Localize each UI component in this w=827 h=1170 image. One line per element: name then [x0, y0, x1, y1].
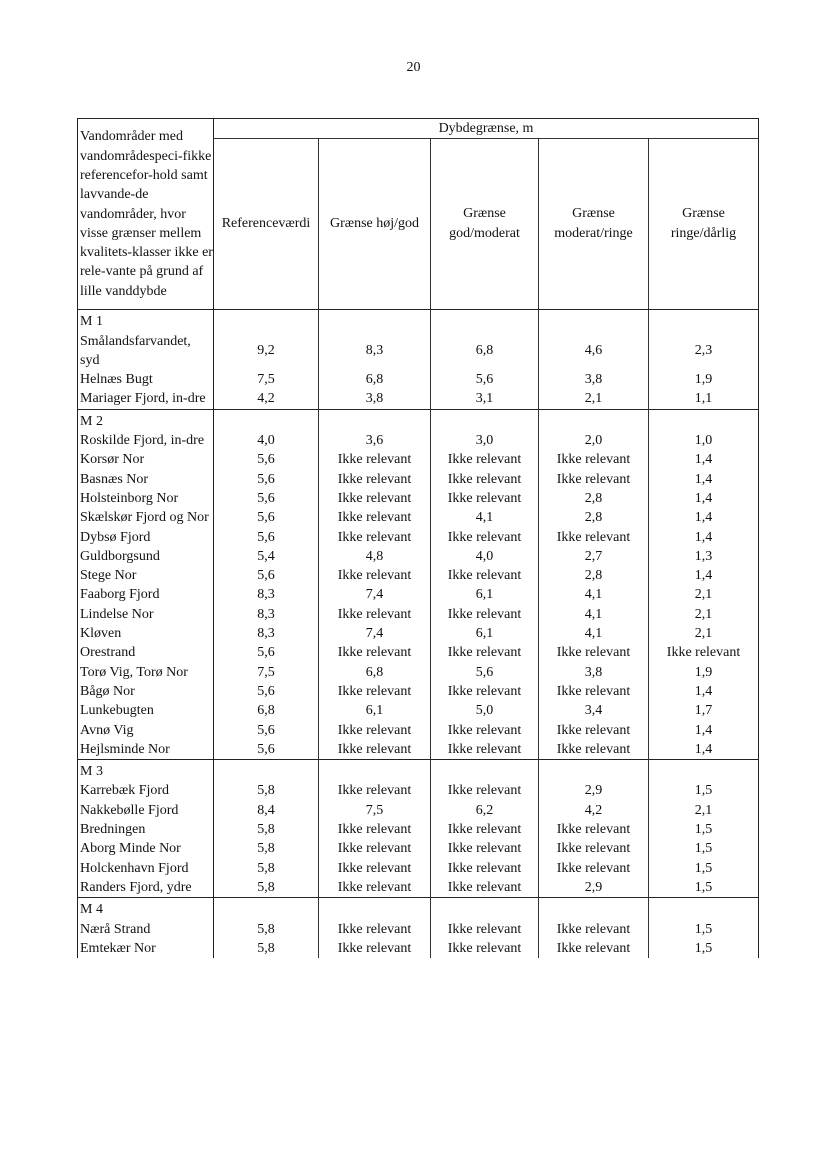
group-empty-cell: [649, 310, 759, 332]
table-row: [78, 663, 759, 682]
value-cell: Ikke relevant: [431, 489, 539, 508]
value-cell: 6,8: [214, 701, 319, 720]
waterbody-name: Stege Nor: [78, 566, 214, 585]
value-cell: 1,1: [649, 389, 759, 409]
value-cell: 5,8: [214, 920, 319, 939]
value-cell: 8,3: [214, 605, 319, 624]
value-cell: 3,4: [539, 701, 649, 720]
value-cell: Ikke relevant: [319, 721, 431, 740]
group-label: M 4: [78, 898, 214, 920]
waterbody-name: Smålandsfarvandet, syd: [78, 332, 214, 371]
group-empty-cell: [649, 898, 759, 920]
table-row: [78, 624, 759, 643]
table-row: [78, 370, 759, 389]
value-cell: Ikke relevant: [431, 682, 539, 701]
value-cell: 5,6: [214, 470, 319, 489]
value-cell: 7,5: [214, 663, 319, 682]
value-cell: 4,1: [539, 605, 649, 624]
value-cell: Ikke relevant: [431, 939, 539, 958]
value-cell: 5,6: [214, 740, 319, 760]
value-cell: 5,6: [214, 450, 319, 469]
value-cell: 2,7: [539, 547, 649, 566]
group-empty-cell: [214, 898, 319, 920]
group-empty-cell: [431, 760, 539, 782]
value-cell: Ikke relevant: [539, 470, 649, 489]
value-cell: 4,1: [431, 508, 539, 527]
value-cell: Ikke relevant: [431, 920, 539, 939]
value-cell: Ikke relevant: [431, 740, 539, 760]
header-reference-value: Referenceværdi: [214, 139, 319, 310]
value-cell: 7,4: [319, 585, 431, 604]
value-cell: 5,6: [214, 643, 319, 662]
table-row: [78, 701, 759, 720]
waterbody-name: Basnæs Nor: [78, 470, 214, 489]
value-cell: Ikke relevant: [319, 528, 431, 547]
value-cell: 9,2: [214, 332, 319, 371]
value-cell: 6,1: [319, 701, 431, 720]
value-cell: Ikke relevant: [431, 859, 539, 878]
value-cell: 1,5: [649, 781, 759, 800]
value-cell: Ikke relevant: [431, 470, 539, 489]
table-body: [78, 310, 759, 958]
waterbody-name: Lindelse Nor: [78, 605, 214, 624]
value-cell: 5,8: [214, 859, 319, 878]
value-cell: 5,8: [214, 781, 319, 800]
value-cell: Ikke relevant: [319, 878, 431, 898]
value-cell: Ikke relevant: [319, 859, 431, 878]
value-cell: Ikke relevant: [539, 721, 649, 740]
value-cell: 1,9: [649, 370, 759, 389]
value-cell: 1,0: [649, 431, 759, 450]
value-cell: 1,5: [649, 878, 759, 898]
value-cell: 2,1: [649, 624, 759, 643]
value-cell: 3,8: [539, 370, 649, 389]
group-empty-cell: [319, 310, 431, 332]
value-cell: 5,6: [214, 721, 319, 740]
table-row: [78, 820, 759, 839]
value-cell: Ikke relevant: [431, 781, 539, 800]
group-empty-cell: [214, 760, 319, 782]
waterbody-name: Holsteinborg Nor: [78, 489, 214, 508]
value-cell: 4,2: [539, 801, 649, 820]
page-number: 20: [406, 60, 421, 75]
value-cell: Ikke relevant: [431, 839, 539, 858]
value-cell: 1,9: [649, 663, 759, 682]
value-cell: 6,8: [431, 332, 539, 371]
table-row: [78, 740, 759, 760]
value-cell: 7,4: [319, 624, 431, 643]
table-row: [78, 585, 759, 604]
value-cell: 1,4: [649, 528, 759, 547]
value-cell: Ikke relevant: [431, 528, 539, 547]
table-row: [78, 939, 759, 958]
value-cell: Ikke relevant: [539, 740, 649, 760]
waterbody-name: Holckenhavn Fjord: [78, 859, 214, 878]
value-cell: Ikke relevant: [539, 920, 649, 939]
value-cell: 5,6: [214, 528, 319, 547]
value-cell: 5,6: [431, 370, 539, 389]
waterbody-name: Lunkebugten: [78, 701, 214, 720]
value-cell: 8,3: [214, 624, 319, 643]
table-row: [78, 332, 759, 371]
value-cell: 1,3: [649, 547, 759, 566]
value-cell: 5,8: [214, 839, 319, 858]
value-cell: Ikke relevant: [539, 682, 649, 701]
value-cell: Ikke relevant: [649, 643, 759, 662]
table-row: [78, 859, 759, 878]
table-row: [78, 489, 759, 508]
value-cell: 3,8: [539, 663, 649, 682]
value-cell: 1,5: [649, 920, 759, 939]
header-depth-limit: Dybdegrænse, m: [214, 119, 759, 139]
value-cell: 1,5: [649, 939, 759, 958]
value-cell: 2,8: [539, 508, 649, 527]
table-row: [78, 450, 759, 469]
group-empty-cell: [539, 310, 649, 332]
table-row: [78, 528, 759, 547]
value-cell: 2,1: [649, 605, 759, 624]
group-empty-cell: [431, 310, 539, 332]
value-cell: Ikke relevant: [539, 839, 649, 858]
value-cell: Ikke relevant: [319, 508, 431, 527]
waterbody-name: Roskilde Fjord, in-dre: [78, 431, 214, 450]
value-cell: Ikke relevant: [319, 781, 431, 800]
value-cell: Ikke relevant: [431, 450, 539, 469]
value-cell: 1,4: [649, 682, 759, 701]
value-cell: Ikke relevant: [319, 643, 431, 662]
value-cell: Ikke relevant: [539, 450, 649, 469]
value-cell: 2,9: [539, 878, 649, 898]
group-empty-cell: [431, 898, 539, 920]
value-cell: Ikke relevant: [431, 721, 539, 740]
waterbody-name: Karrebæk Fjord: [78, 781, 214, 800]
waterbody-name: Hejlsminde Nor: [78, 740, 214, 760]
value-cell: 8,3: [214, 585, 319, 604]
group-empty-cell: [319, 409, 431, 431]
value-cell: 3,0: [431, 431, 539, 450]
value-cell: Ikke relevant: [319, 939, 431, 958]
table-row: [78, 682, 759, 701]
value-cell: 5,6: [214, 489, 319, 508]
value-cell: 5,6: [431, 663, 539, 682]
waterbody-name: Nakkebølle Fjord: [78, 801, 214, 820]
value-cell: Ikke relevant: [539, 528, 649, 547]
value-cell: 1,4: [649, 450, 759, 469]
value-cell: Ikke relevant: [319, 489, 431, 508]
waterbody-name: Faaborg Fjord: [78, 585, 214, 604]
table-row: [78, 721, 759, 740]
group-empty-cell: [539, 409, 649, 431]
waterbody-name: Orestrand: [78, 643, 214, 662]
group-empty-cell: [214, 409, 319, 431]
value-cell: Ikke relevant: [539, 643, 649, 662]
value-cell: 1,5: [649, 859, 759, 878]
value-cell: 1,7: [649, 701, 759, 720]
header-limit-moderate-poor: Grænse moderat/ringe: [539, 139, 649, 310]
value-cell: 1,4: [649, 508, 759, 527]
table-row: [78, 431, 759, 450]
value-cell: 6,8: [319, 663, 431, 682]
value-cell: 1,4: [649, 740, 759, 760]
value-cell: Ikke relevant: [319, 566, 431, 585]
value-cell: 8,4: [214, 801, 319, 820]
value-cell: 6,1: [431, 624, 539, 643]
waterbody-name: Mariager Fjord, in-dre: [78, 389, 214, 409]
value-cell: 2,9: [539, 781, 649, 800]
value-cell: 4,2: [214, 389, 319, 409]
value-cell: 6,2: [431, 801, 539, 820]
value-cell: Ikke relevant: [319, 820, 431, 839]
table-row: [78, 547, 759, 566]
group-label: M 1: [78, 310, 214, 332]
value-cell: 2,1: [649, 801, 759, 820]
value-cell: Ikke relevant: [431, 643, 539, 662]
value-cell: Ikke relevant: [431, 878, 539, 898]
group-empty-cell: [649, 409, 759, 431]
value-cell: 4,6: [539, 332, 649, 371]
value-cell: 3,6: [319, 431, 431, 450]
value-cell: 7,5: [319, 801, 431, 820]
header-limit-good-moderate: Grænse god/moderat: [431, 139, 539, 310]
value-cell: 1,5: [649, 820, 759, 839]
value-cell: Ikke relevant: [319, 470, 431, 489]
value-cell: 5,8: [214, 939, 319, 958]
value-cell: 4,0: [214, 431, 319, 450]
group-label: M 2: [78, 409, 214, 431]
waterbody-name: Aborg Minde Nor: [78, 839, 214, 858]
table-row: [78, 801, 759, 820]
value-cell: 1,4: [649, 489, 759, 508]
value-cell: 8,3: [319, 332, 431, 371]
header-row-top: [78, 119, 759, 139]
group-row: [78, 898, 759, 920]
waterbody-name: Helnæs Bugt: [78, 370, 214, 389]
value-cell: 5,6: [214, 508, 319, 527]
group-row: [78, 409, 759, 431]
waterbody-name: Bredningen: [78, 820, 214, 839]
group-label: M 3: [78, 760, 214, 782]
group-empty-cell: [431, 409, 539, 431]
waterbody-name: Nærå Strand: [78, 920, 214, 939]
value-cell: Ikke relevant: [319, 605, 431, 624]
table-row: [78, 920, 759, 939]
table-row: [78, 643, 759, 662]
group-empty-cell: [649, 760, 759, 782]
group-empty-cell: [319, 898, 431, 920]
value-cell: 1,4: [649, 721, 759, 740]
value-cell: 2,8: [539, 489, 649, 508]
value-cell: Ikke relevant: [431, 566, 539, 585]
group-row: [78, 760, 759, 782]
value-cell: 4,8: [319, 547, 431, 566]
value-cell: Ikke relevant: [431, 820, 539, 839]
header-limit-high-good: Grænse høj/god: [319, 139, 431, 310]
waterbody-name: Korsør Nor: [78, 450, 214, 469]
value-cell: 6,1: [431, 585, 539, 604]
waterbody-name: Skælskør Fjord og Nor: [78, 508, 214, 527]
value-cell: 5,8: [214, 820, 319, 839]
value-cell: 5,0: [431, 701, 539, 720]
value-cell: Ikke relevant: [539, 939, 649, 958]
value-cell: 7,5: [214, 370, 319, 389]
waterbody-name: Avnø Vig: [78, 721, 214, 740]
value-cell: Ikke relevant: [319, 839, 431, 858]
header-waterbody: Vandområder med vandområdespeci-fikke referencefor-hold samt lavvande-de vandområder, hvor visse grænser mellem kvalitets-klasser ikke er rele-vante på grund af lille vanddybde: [78, 119, 214, 310]
waterbody-name: Kløven: [78, 624, 214, 643]
value-cell: 2,1: [539, 389, 649, 409]
value-cell: Ikke relevant: [319, 740, 431, 760]
value-cell: 1,5: [649, 839, 759, 858]
table-row: [78, 566, 759, 585]
value-cell: 2,3: [649, 332, 759, 371]
value-cell: Ikke relevant: [319, 450, 431, 469]
waterbody-name: Bågø Nor: [78, 682, 214, 701]
waterbody-name: Randers Fjord, ydre: [78, 878, 214, 898]
value-cell: Ikke relevant: [539, 859, 649, 878]
value-cell: 3,8: [319, 389, 431, 409]
group-empty-cell: [539, 898, 649, 920]
table-row: [78, 508, 759, 527]
value-cell: 4,0: [431, 547, 539, 566]
group-row: [78, 310, 759, 332]
waterbody-name: Dybsø Fjord: [78, 528, 214, 547]
table-row: [78, 839, 759, 858]
waterbody-name: Torø Vig, Torø Nor: [78, 663, 214, 682]
value-cell: 2,8: [539, 566, 649, 585]
depth-limit-table: [77, 118, 759, 958]
table-row: [78, 878, 759, 898]
table-row: [78, 470, 759, 489]
table-row: [78, 605, 759, 624]
value-cell: Ikke relevant: [539, 820, 649, 839]
table-row: [78, 389, 759, 409]
value-cell: 4,1: [539, 585, 649, 604]
group-empty-cell: [214, 310, 319, 332]
value-cell: 1,4: [649, 470, 759, 489]
value-cell: Ikke relevant: [319, 682, 431, 701]
value-cell: 5,4: [214, 547, 319, 566]
waterbody-name: Guldborgsund: [78, 547, 214, 566]
header-limit-poor-bad: Grænse ringe/dårlig: [649, 139, 759, 310]
value-cell: 5,6: [214, 682, 319, 701]
value-cell: 4,1: [539, 624, 649, 643]
value-cell: 1,4: [649, 566, 759, 585]
waterbody-name: Emtekær Nor: [78, 939, 214, 958]
value-cell: 2,1: [649, 585, 759, 604]
group-empty-cell: [319, 760, 431, 782]
value-cell: 2,0: [539, 431, 649, 450]
value-cell: 6,8: [319, 370, 431, 389]
table-row: [78, 781, 759, 800]
value-cell: 5,8: [214, 878, 319, 898]
value-cell: 3,1: [431, 389, 539, 409]
value-cell: Ikke relevant: [431, 605, 539, 624]
group-empty-cell: [539, 760, 649, 782]
value-cell: Ikke relevant: [319, 920, 431, 939]
value-cell: 5,6: [214, 566, 319, 585]
